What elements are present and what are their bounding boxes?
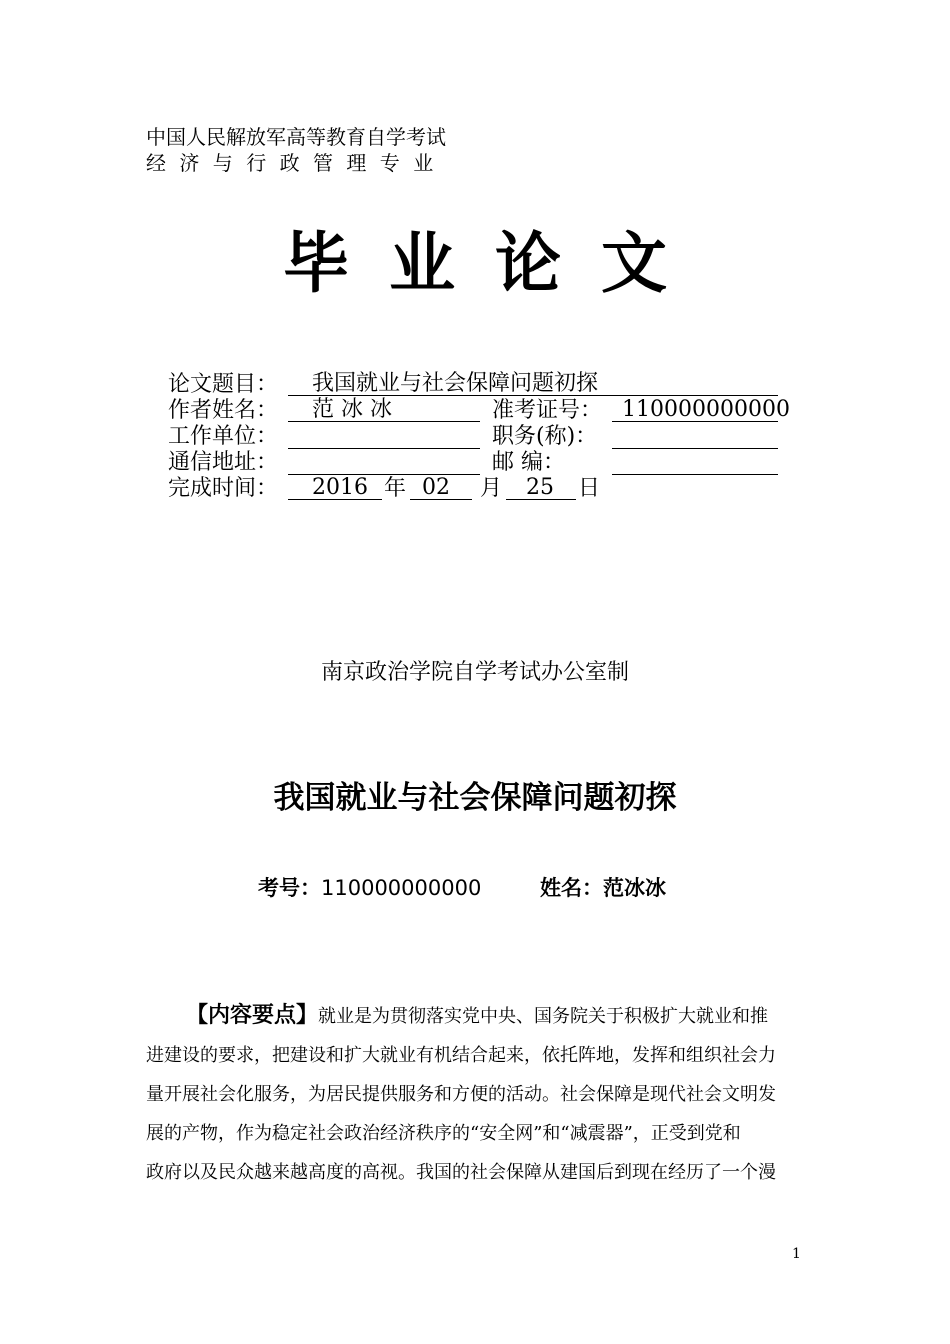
day-unit: 日	[578, 476, 601, 501]
paper-title: 我国就业与社会保障问题初探	[273, 780, 677, 816]
abstract-line-3: 量开展社会化服务，为居民提供服务和方便的活动。社会保障是现代社会文明发	[146, 1084, 776, 1105]
postcode-value	[612, 450, 778, 475]
abstract-line-4: 展的产物，作为稳定社会政治经济秩序的“安全网”和“减震器”，正受到党和	[146, 1123, 741, 1144]
author-value: 范 冰 冰	[288, 398, 480, 422]
exam-name: 中国人民解放军高等教育自学考试	[146, 125, 446, 149]
year-value: 2016	[288, 476, 382, 500]
position-label: 职务(称)：	[492, 424, 598, 449]
abstract-line-1	[146, 996, 806, 1036]
abstract-line-2: 进建设的要求，把建设和扩大就业有机结合起来，依托阵地，发挥和组织社会力	[146, 1045, 776, 1066]
thesis-title-value: 我国就业与社会保障问题初探	[288, 372, 778, 396]
exam-number-value: 110000000000	[612, 398, 778, 422]
abstract	[146, 996, 806, 1192]
date-label: 完成时间：	[168, 476, 279, 501]
paper-author	[540, 872, 666, 904]
paper-exam-number-value: 110000000000	[321, 876, 482, 900]
month-value: 02	[410, 476, 472, 500]
paper-author-label: 姓名：	[540, 876, 603, 900]
thesis-title-label: 论文题目：	[168, 372, 279, 397]
document-title: 毕业论文	[283, 225, 707, 302]
address-label: 通信地址：	[168, 450, 279, 475]
year-unit: 年	[384, 476, 407, 501]
page-number: 1	[792, 1246, 801, 1262]
paper-exam-number-label: 考号：	[258, 876, 321, 900]
issuer: 南京政治学院自学考试办公室制	[320, 660, 629, 685]
work-unit-label: 工作单位：	[168, 424, 279, 449]
major-name: 经济与行政管理专业	[146, 151, 447, 175]
abstract-heading: 【内容要点】	[186, 1003, 319, 1028]
paper-exam-number	[258, 872, 481, 904]
author-label: 作者姓名：	[168, 398, 279, 423]
work-unit-value	[288, 424, 480, 449]
month-unit: 月	[480, 476, 503, 501]
abstract-text-1: 就业是为贯彻落实党中央、国务院关于积极扩大就业和推	[318, 1006, 769, 1027]
position-value	[612, 424, 778, 449]
abstract-line-5: 政府以及民众越来越高度的高视。我国的社会保障从建国后到现在经历了一个漫	[146, 1162, 776, 1183]
postcode-label: 邮 编：	[492, 450, 565, 475]
paper-author-value: 范冰冰	[603, 876, 666, 900]
exam-number-label: 准考证号：	[492, 398, 603, 423]
day-value: 25	[506, 476, 576, 500]
address-value	[288, 450, 480, 475]
